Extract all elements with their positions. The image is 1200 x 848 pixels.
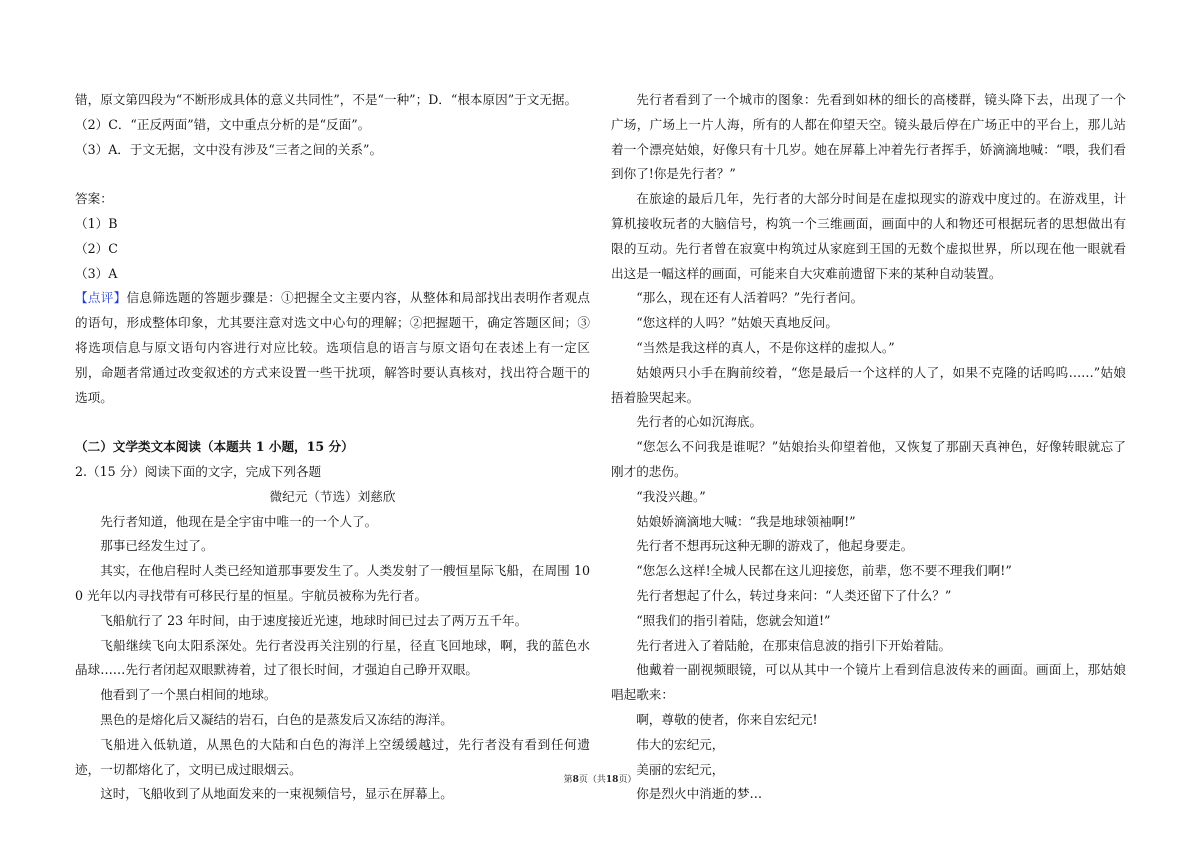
passage-paragraph: 那事已经发生过了。 xyxy=(100,538,214,554)
passage-paragraph: 在旅途的最后几年，先行者的大部分时间是在虚拟现实的游戏中度过的。在游戏里，计算机接收玩者的大脑信号，构筑一个三维画面，画面中的人和物还可根据玩者的思想做出有限的互动。先行者曾在寂寞中构筑过从家庭到王国的无数个虚拟世界，所以现在他一眼就看出这是一幅这样的画面，可能来自大灾难前遗留下来的某种自动装置。 xyxy=(611,191,1126,281)
passage-paragraph: 先行者进入了着陆舱，在那束信息波的指引下开始着陆。 xyxy=(636,637,952,653)
song-line: 你是烈火中消逝的梦… xyxy=(636,786,763,802)
review-tag: 【点评】 xyxy=(75,290,127,306)
footer-total-pages: 18 xyxy=(605,775,619,785)
song-line: 啊，尊敬的使者，你来自宏纪元! xyxy=(636,711,818,727)
dialogue-line: “那么，现在还有人活着吗？”先行者问。 xyxy=(636,290,864,306)
song-line: 美丽的宏纪元， xyxy=(636,761,725,777)
dialogue-line: “当然是我这样的真人，不是你这样的虚拟人。” xyxy=(636,339,895,355)
passage-paragraph: 飞船进入低轨道，从黑色的大陆和白色的海洋上空缓缓越过，先行者没有看到任何遗迹，一切都熔化了，文明已成过眼烟云。 xyxy=(75,736,590,777)
review-paragraph xyxy=(75,286,590,410)
passage-paragraph: 飞船航行了 23 年时间，由于速度接近光速，地球时间已过去了两万五千年。 xyxy=(100,612,528,628)
answer-label: 答案： xyxy=(75,191,113,207)
spacer xyxy=(75,162,590,187)
footer-page-number: 8 xyxy=(572,775,579,785)
answer-1: （1）B xyxy=(75,215,118,231)
section-heading: （二）文学类文本阅读（本题共 1 小题，15 分） xyxy=(75,439,354,455)
passage-paragraph: 他戴着一副视频眼镜，可以从其中一个镜片上看到信息波传来的画面。画面上，那姑娘唱起歌来： xyxy=(611,662,1126,703)
passage-paragraph: 姑娘两只小手在胸前绞着，“您是最后一个这样的人了，如果不克隆的话呜呜……”姑娘捂着脸哭起来。 xyxy=(611,364,1126,405)
passage-paragraph: 先行者看到了一个城市的图象：先看到如林的细长的高楼群，镜头降下去，出现了一个广场，广场上一片人海，所有的人都在仰望天空。镜头最后停在广场正中的平台上，那儿站着一个漂亮姑娘，好像只有十几岁。她在屏幕上冲着先行者挥手，娇滴滴地喊：“喂，我们看到你了!你是先行者？” xyxy=(611,92,1126,182)
passage-paragraph: 先行者不想再玩这种无聊的游戏了，他起身要走。 xyxy=(636,538,914,554)
right-column xyxy=(611,88,1126,807)
review-text: 信息筛选题的答题步骤是：①把握全文主要内容，从整体和局部找出表明作者观点的语句，形成整体印象，尤其要注意对选文中心句的理解；②把握题干，确定答题区间；③将选项信息与原文语句内容进行对应比较。选项信息的语言与原文语句在表述上有一定区别，命题者常通过改变叙述的方式来设置一些干扰项，解答时要认真核对，找出符合题干的选项。 xyxy=(75,290,591,405)
dialogue-line: “我没兴趣。” xyxy=(636,488,706,504)
passage-paragraph: 这时，飞船收到了从地面发来的一束视频信号，显示在屏幕上。 xyxy=(100,786,453,802)
footer-suffix: 页） xyxy=(618,775,637,785)
question-intro: 2.（15 分）阅读下面的文字，完成下列各题 xyxy=(75,463,322,479)
passage-paragraph: 黑色的是熔化后又凝结的岩石，白色的是蒸发后又冻结的海洋。 xyxy=(100,711,453,727)
passage-paragraph: 先行者知道，他现在是全宇宙中唯一的一个人了。 xyxy=(100,513,378,529)
analysis-line-1: 错，原文第四段为“不断形成具体的意义共同性”，不是“一种”；D．“根本原因”于文无据。 xyxy=(75,92,578,107)
spacer xyxy=(75,410,590,435)
analysis-line-2: （2）C．“正反两面”错，文中重点分析的是“反面”。 xyxy=(75,116,371,132)
answer-3: （3）A xyxy=(75,265,118,281)
dialogue-line: “照我们的指引着陆，您就会知道!” xyxy=(636,612,831,628)
answer-2: （2）C xyxy=(75,240,118,256)
footer-middle: 页（共 xyxy=(578,775,606,785)
dialogue-line: “您怎么这样!全城人民都在这儿迎接您，前辈，您不要不理我们啊!” xyxy=(636,563,1012,579)
dialogue-line: 姑娘娇滴滴地大喊：“我是地球领袖啊!” xyxy=(636,513,856,529)
passage-paragraph: 飞船继续飞向太阳系深处。先行者没再关注别的行星，径直飞回地球，啊，我的蓝色水晶球……先行者闭起双眼默祷着，过了很长时间，才强迫自己睁开双眼。 xyxy=(75,637,590,678)
left-column xyxy=(75,88,590,807)
passage-title: 微纪元（节选）刘慈欣 xyxy=(269,488,396,504)
passage-paragraph: 他看到了一个黑白相间的地球。 xyxy=(100,687,277,703)
analysis-line-3: （3）A．于文无据，文中没有涉及“三者之间的关系”。 xyxy=(75,141,383,157)
passage-paragraph: 其实，在他启程时人类已经知道那事要发生了。人类发射了一艘恒星际飞船，在周围 100 光年以内寻找带有可移民行星的恒星。宇航员被称为先行者。 xyxy=(75,563,590,603)
dialogue-line: “您怎么不问我是谁呢？”姑娘抬头仰望着他，又恢复了那副天真神色，好像转眼就忘了刚才的悲伤。 xyxy=(611,439,1126,479)
dialogue-line: 先行者想起了什么，转过身来问：“人类还留下了什么？” xyxy=(636,587,952,603)
page-footer xyxy=(0,772,1200,785)
footer-prefix: 第 xyxy=(563,775,573,785)
song-line: 伟大的宏纪元， xyxy=(636,736,725,752)
passage-paragraph: 先行者的心如沉海底。 xyxy=(636,414,763,430)
dialogue-line: “您这样的人吗？”姑娘天真地反问。 xyxy=(636,315,838,331)
